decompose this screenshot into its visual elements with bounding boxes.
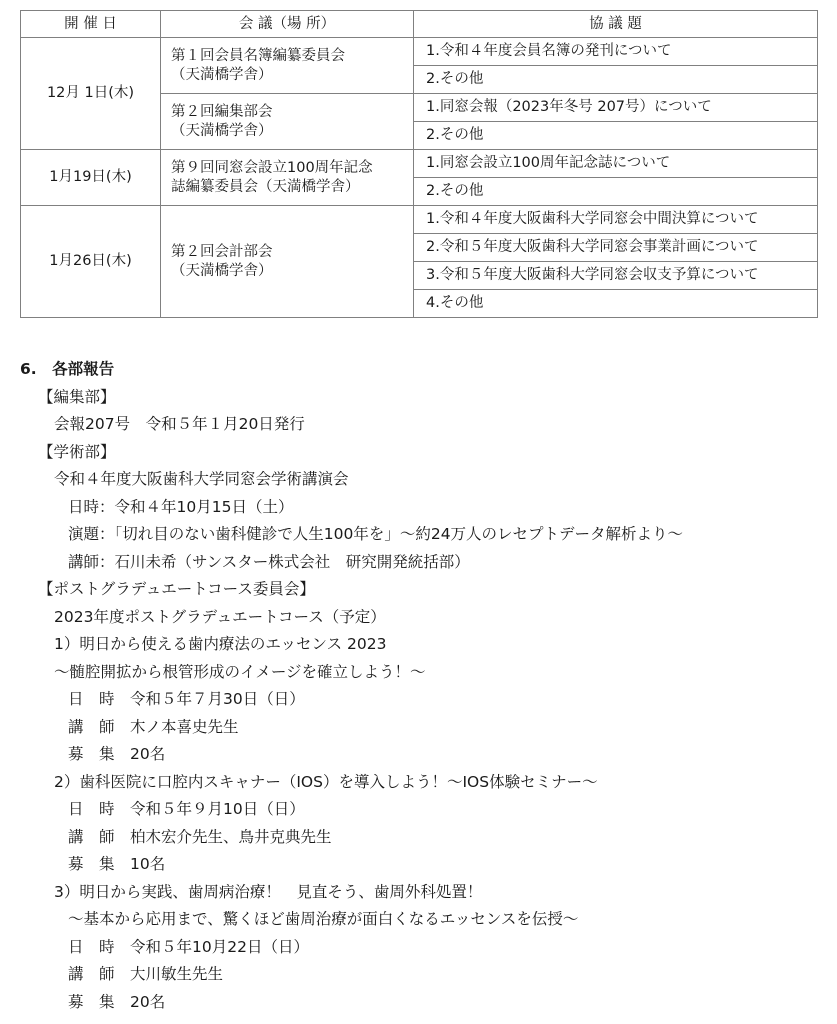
- report-line: 演題：「切れ目のない歯科健診で人生100年を」～約24万人のレセプトデータ解析より～: [68, 525, 684, 543]
- report-line: 講 師 大川敏生先生: [68, 965, 224, 983]
- meeting-place-line: （天満橋学舎）: [171, 262, 273, 279]
- report-line: 講 師 木ノ本喜史先生: [68, 717, 239, 736]
- meeting-date: 12月 1日(木): [21, 38, 161, 150]
- report-line: 日時：令和４年10月15日（土）: [68, 497, 294, 516]
- report-line: 3）明日から実践、歯周病治療！ 見直そう、歯周外科処置！: [54, 882, 483, 901]
- department-reports: [20, 356, 820, 1016]
- meeting-place-line: （天満橋学舎）: [171, 66, 273, 83]
- meeting-name-line: 第９回同窓会設立100周年記念: [171, 160, 373, 177]
- report-line: ～髄腔開拡から根管形成のイメージを確立しよう！～: [54, 662, 426, 681]
- report-line: 2）歯科医院に口腔内スキャナー（IOS）を導入しよう！～IOS体験セミナー～: [54, 772, 598, 791]
- header-topics: 協 議 題: [414, 11, 818, 38]
- report-line: 募 集 20名: [68, 745, 166, 763]
- meeting-name: [161, 150, 414, 206]
- table-row: [21, 38, 818, 66]
- meeting-date: 1月26日(木): [21, 206, 161, 318]
- section-heading: 6. 各部報告: [20, 360, 115, 378]
- meeting-name-line: 第２回会計部会: [171, 244, 273, 261]
- topic-item: 3.令和５年度大阪歯科大学同窓会収支予算について: [414, 262, 818, 290]
- report-line: 令和４年度大阪歯科大学同窓会学術講演会: [54, 470, 349, 488]
- meeting-name: [161, 206, 414, 318]
- topic-item: 1.同窓会設立100周年記念誌について: [414, 150, 818, 178]
- topic-item: 1.令和４年度大阪歯科大学同窓会中間決算について: [414, 206, 818, 234]
- meeting-place-line: 誌編纂委員会（天満橋学舎）: [171, 178, 360, 195]
- report-line: 1）明日から使える歯内療法のエッセンス 2023: [54, 635, 387, 653]
- meeting-name-line: 第２回編集部会: [171, 104, 273, 121]
- report-line: 募 集 20名: [68, 992, 166, 1011]
- table-header-row: [21, 11, 818, 38]
- meeting-name: [161, 94, 414, 150]
- report-line: 【ポストグラデュエートコース委員会】: [38, 580, 315, 598]
- topic-item: 1.令和４年度会員名簿の発刊について: [414, 38, 818, 66]
- topic-item: 2.その他: [414, 66, 818, 94]
- report-line: 講師：石川未希（サンスター株式会社 研究開発統括部）: [68, 552, 470, 571]
- report-line: 講 師 柏木宏介先生、鳥井克典先生: [68, 827, 332, 846]
- table-row: [21, 150, 818, 178]
- report-line: 2023年度ポストグラデュエートコース（予定）: [54, 607, 386, 626]
- table-row: [21, 206, 818, 234]
- topic-item: 1.同窓会報（2023年冬号 207号）について: [414, 94, 818, 122]
- meeting-place-line: （天満橋学舎）: [171, 122, 273, 139]
- report-line: ～基本から応用まで、驚くほど歯周治療が面白くなるエッセンスを伝授～: [68, 910, 579, 928]
- meeting-name: [161, 38, 414, 94]
- header-meeting: 会 議（場 所）: [161, 11, 414, 38]
- report-line: 募 集 10名: [68, 855, 166, 873]
- report-line: 会報207号 令和５年１月20日発行: [54, 415, 305, 433]
- report-line: 日 時 令和５年９月10日（日）: [68, 800, 305, 818]
- topic-item: 4.その他: [414, 290, 818, 318]
- header-date: 開 催 日: [21, 11, 161, 38]
- meeting-name-line: 第１回会員名簿編纂委員会: [171, 48, 345, 65]
- topic-item: 2.その他: [414, 178, 818, 206]
- report-line: 【学術部】: [38, 442, 116, 461]
- report-line: 【編集部】: [38, 387, 116, 406]
- report-line: 日 時 令和５年10月22日（日）: [68, 937, 309, 956]
- topic-item: 2.その他: [414, 122, 818, 150]
- meeting-date: 1月19日(木): [21, 150, 161, 206]
- report-line: 日 時 令和５年７月30日（日）: [68, 690, 305, 708]
- report-body: [20, 384, 820, 1017]
- topic-item: 2.令和５年度大阪歯科大学同窓会事業計画について: [414, 234, 818, 262]
- meeting-schedule-table: [20, 10, 818, 318]
